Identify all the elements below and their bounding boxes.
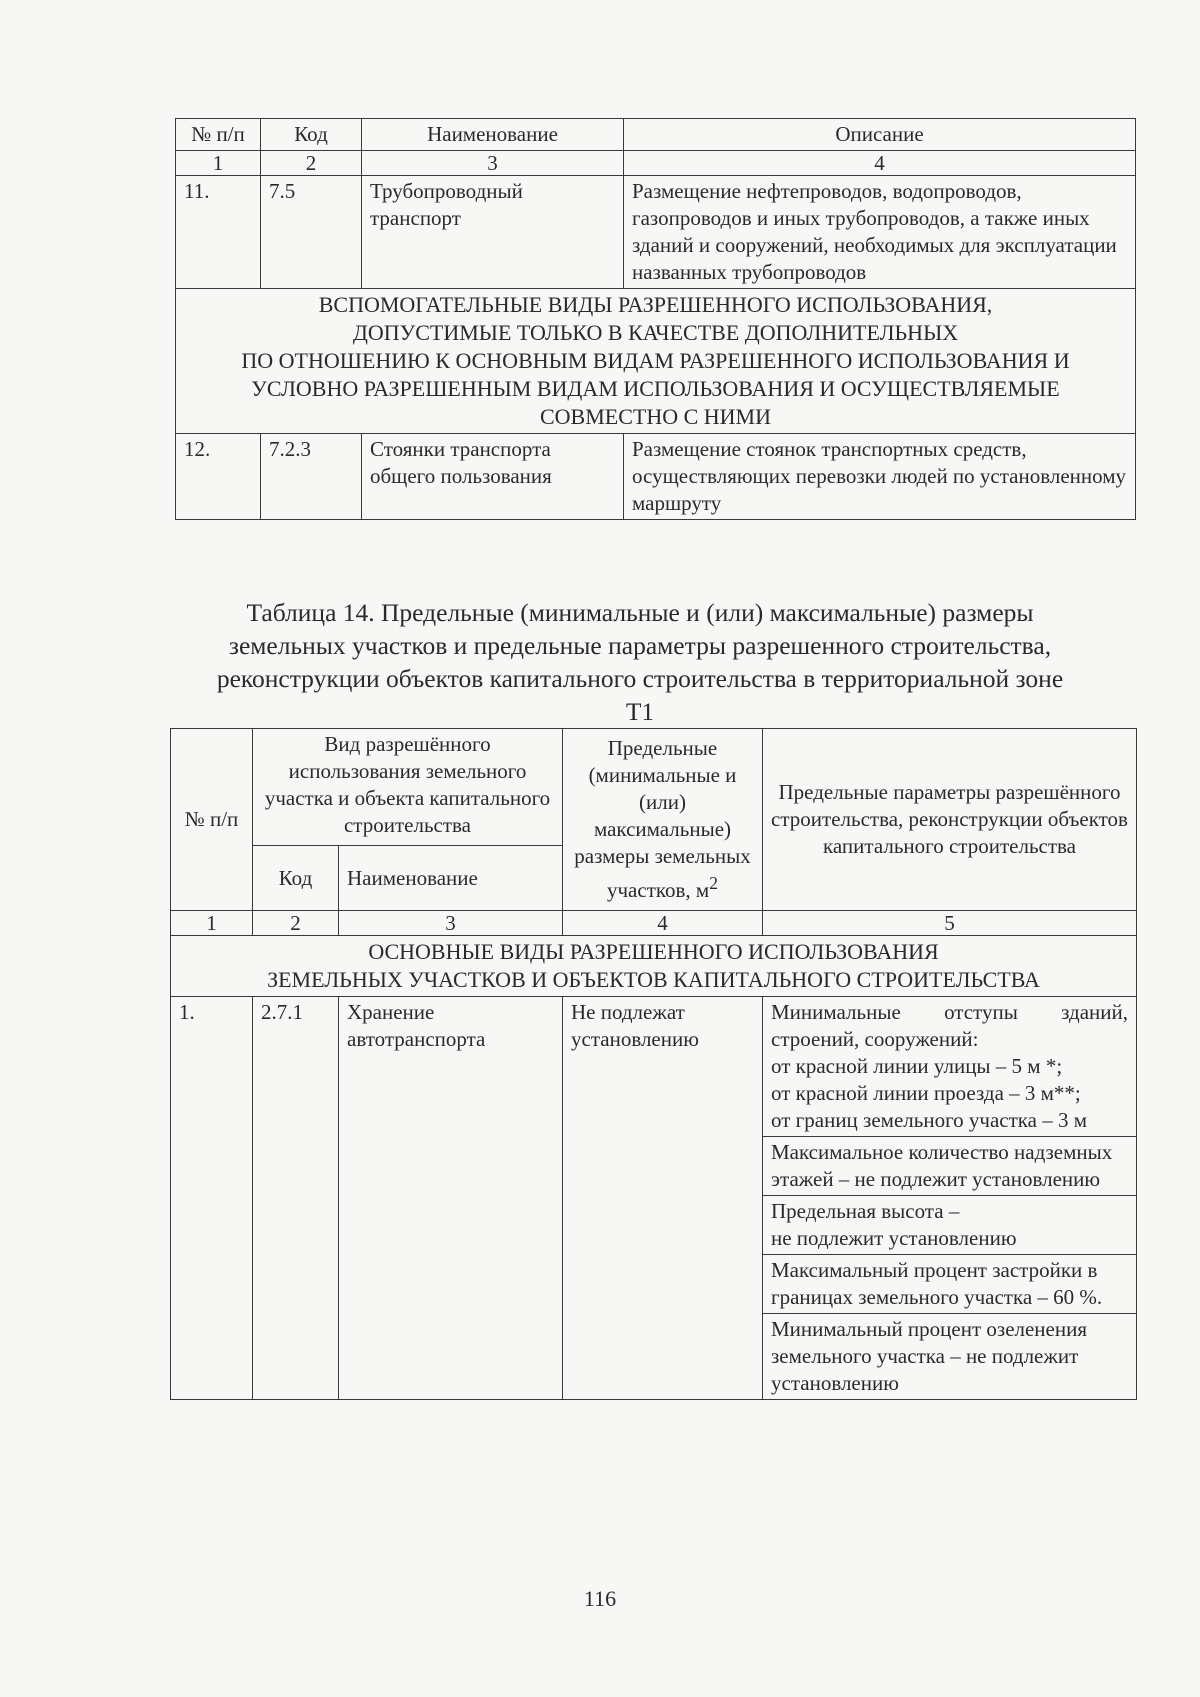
row-num: 1. — [171, 997, 253, 1400]
table-row — [176, 176, 1136, 289]
table-row — [171, 997, 1137, 1137]
page-number: 116 — [583, 1586, 617, 1611]
row-desc: Размещение стоянок транспортных средств, осуществляющих перевозки людей по установленному маршруту — [624, 434, 1136, 520]
col-number: 3 — [362, 151, 624, 176]
col-number: 2 — [261, 151, 362, 176]
header-num: № п/п — [176, 119, 261, 151]
table-header-row — [176, 119, 1136, 151]
header-code: Код — [253, 846, 339, 911]
param-max-coverage: Максимальный процент застройки в границах земельного участка – 60 %. — [763, 1255, 1137, 1314]
col-number: 1 — [176, 151, 261, 176]
section-heading-row — [176, 289, 1136, 434]
zone-parameters-table — [170, 728, 1137, 1400]
param-setbacks: Минимальные отступы зданий, строений, сооружений: от красной линии улицы – 5 м *; от красной линии проезда – 3 м**; от границ земельного участка – 3 м — [763, 997, 1137, 1137]
header-use-type: Вид разрешённого использования земельного участка и объекта капитального строительства — [253, 729, 563, 846]
col-number: 1 — [171, 911, 253, 936]
row-name: Трубопроводный транспорт — [362, 176, 624, 289]
col-number: 3 — [339, 911, 563, 936]
param-max-floors: Максимальное количество надземных этажей – не подлежит установлению — [763, 1137, 1137, 1196]
header-land-sizes: Предельные (минимальные и (или) максимальные) размеры земельных участков, $м^2$ — [563, 729, 763, 911]
row-name: Хранение автотранспорта — [339, 997, 563, 1400]
row-num: 12. — [176, 434, 261, 520]
col-number: 4 — [563, 911, 763, 936]
row-code: 7.5 — [261, 176, 362, 289]
row-code: 7.2.3 — [261, 434, 362, 520]
header-construction-params: Предельные параметры разрешённого строительства, реконструкции объектов капитального строительства — [763, 729, 1137, 911]
table-header-row — [171, 729, 1137, 846]
section-heading-row — [171, 936, 1137, 997]
col-number: 4 — [624, 151, 1136, 176]
col-number: 5 — [763, 911, 1137, 936]
column-number-row — [171, 911, 1137, 936]
row-code: 2.7.1 — [253, 997, 339, 1400]
land-use-table-continuation — [175, 118, 1136, 520]
header-name: Наименование — [362, 119, 624, 151]
param-min-greenery: Минимальный процент озеленения земельного участка – не подлежит установлению — [763, 1314, 1137, 1400]
section-auxiliary-uses: ВСПОМОГАТЕЛЬНЫЕ ВИДЫ РАЗРЕШЕННОГО ИСПОЛЬЗОВАНИЯ, ДОПУСТИМЫЕ ТОЛЬКО В КАЧЕСТВЕ ДОПОЛНИТЕЛЬНЫХ ПО ОТНОШЕНИЮ К ОСНОВНЫМ ВИДАМ РАЗРЕШЕННОГО ИСПОЛЬЗОВАНИЯ И УСЛОВНО РАЗРЕШЕННЫМ ВИДАМ ИСПОЛЬЗОВАНИЯ И ОСУЩЕСТВЛЯЕМЫЕ СОВМЕСТНО С НИМИ — [176, 289, 1136, 434]
col-number: 2 — [253, 911, 339, 936]
row-land-sizes: Не подлежат установлению — [563, 997, 763, 1400]
table-caption: Таблица 14. Предельные (минимальные и (или) максимальные) размеры земельных участков и предельные параметры разрешенного строительства, реконструкции объектов капитального строительства в территориальной зоне Т1 — [216, 598, 1064, 726]
param-height-limit: Предельная высота – не подлежит установлению — [763, 1196, 1137, 1255]
header-name: Наименование — [339, 846, 563, 911]
row-name: Стоянки транспорта общего пользования — [362, 434, 624, 520]
row-desc: Размещение нефтепроводов, водопроводов, газопроводов и иных трубопроводов, а также иных зданий и сооружений, необходимых для эксплуатации названных трубопроводов — [624, 176, 1136, 289]
section-main-uses: ОСНОВНЫЕ ВИДЫ РАЗРЕШЕННОГО ИСПОЛЬЗОВАНИЯ ЗЕМЕЛЬНЫХ УЧАСТКОВ И ОБЪЕКТОВ КАПИТАЛЬНОГО СТРОИТЕЛЬСТВА — [171, 936, 1137, 997]
header-num: № п/п — [171, 729, 253, 911]
column-number-row — [176, 151, 1136, 176]
header-desc: Описание — [624, 119, 1136, 151]
table-row — [176, 434, 1136, 520]
row-num: 11. — [176, 176, 261, 289]
header-code: Код — [261, 119, 362, 151]
